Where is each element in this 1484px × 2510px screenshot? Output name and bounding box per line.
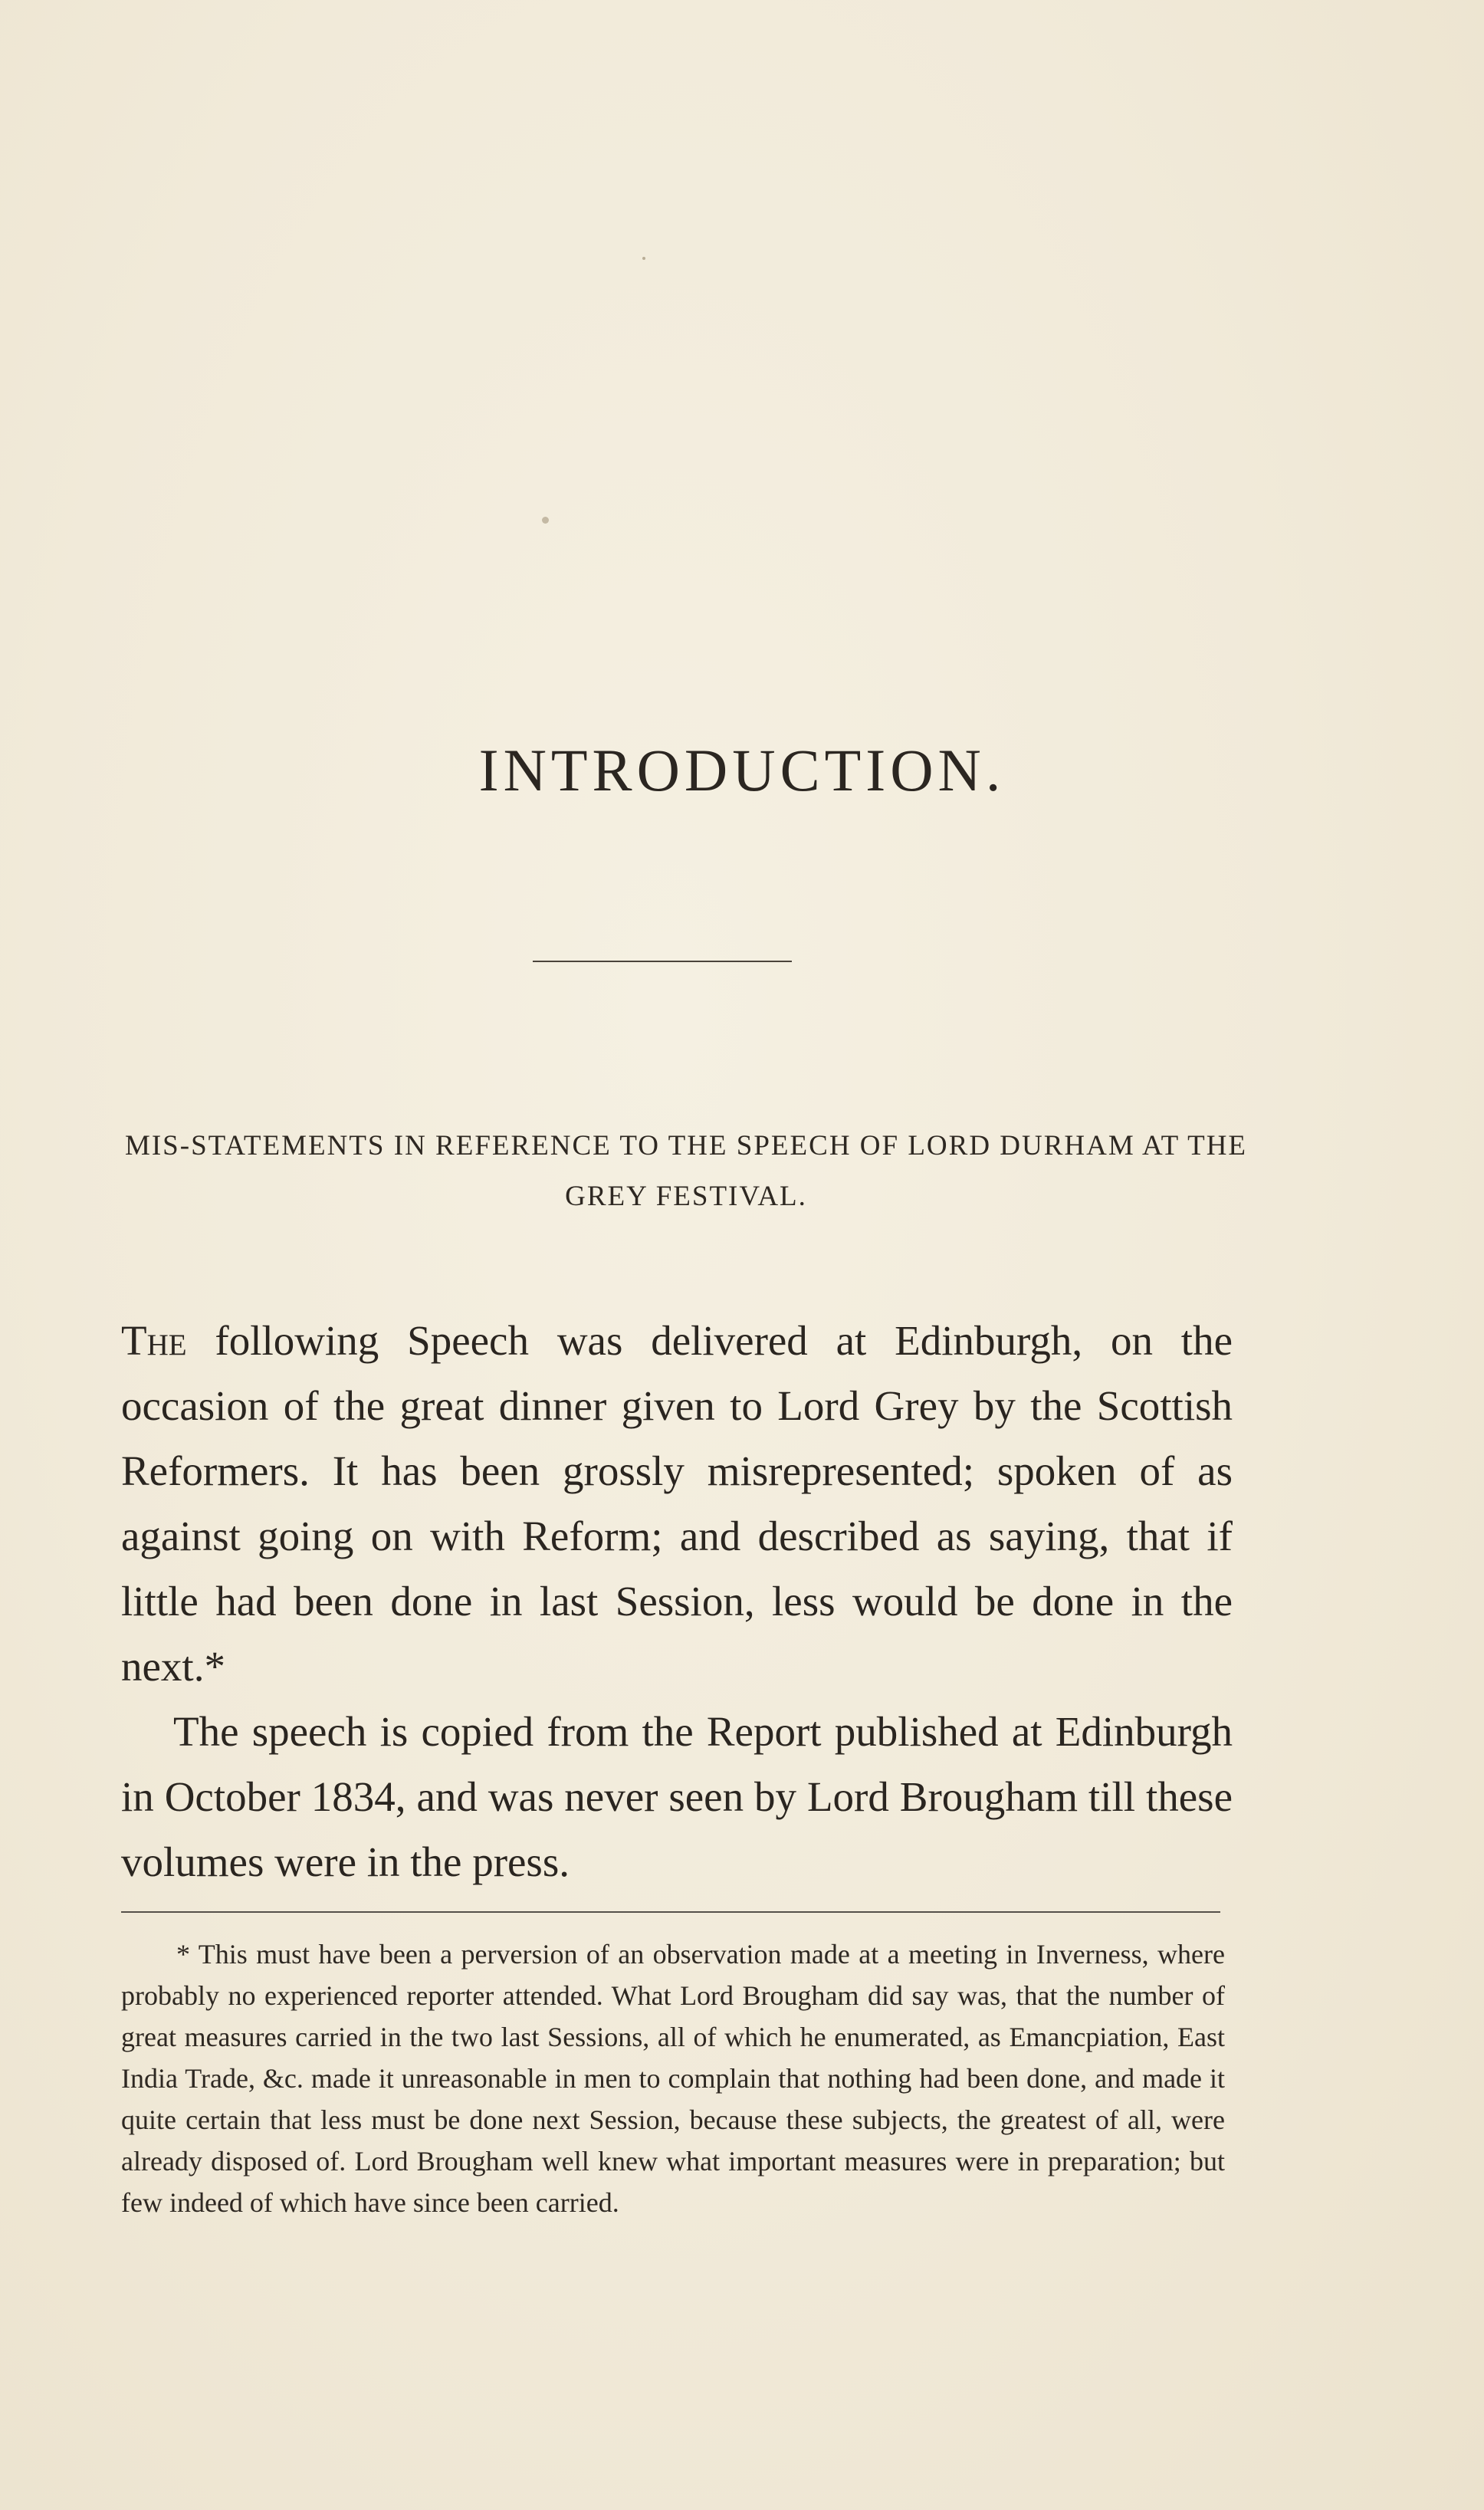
drop-word: The: [121, 1317, 187, 1364]
footnote-divider: [121, 1911, 1220, 1913]
chapter-title: INTRODUCTION.: [478, 737, 1006, 803]
footnote: [121, 1933, 1225, 2223]
paragraph-1-text: following Speech was delivered at Edinburgh, on the occasion of the great dinner given to Lord Grey by the Scottish Reformers. It has been grossly misrepresented; spoken of as against going on with Reform; and described as saying, that if little had been done in last Session, less would be done in the next.*: [121, 1317, 1233, 1690]
paragraph-2: The speech is copied from the Report published at Edinburgh in October 1834, and was never seen by Lord Brougham till these volumes were in the press.: [121, 1708, 1233, 1885]
section-subtitle: MIS-STATEMENTS IN REFERENCE TO THE SPEECH OF LORD DURHAM AT THE GREY FESTIVAL.: [124, 1130, 1248, 1212]
title-divider: [533, 961, 792, 962]
paper-speck: [642, 257, 645, 260]
body-text: [121, 1308, 1233, 1894]
paragraph-1: [121, 1308, 1233, 1699]
footnote-text: * This must have been a perversion of an observation made at a meeting in Inverness, where probably no experienced reporter attended. What Lord Brougham did say was, that the number of great measures carried in the two last Sessions, all of which he enumerated, as Emancpiation, East India Trade, &c. made it unreasonable in men to complain that nothing had been done, and made it quite certain that less must be done next Session, because these subjects, the greatest of all, were already disposed of. Lord Brougham well knew what important measures were in preparation; but few indeed of which have since been carried.: [121, 1939, 1225, 2218]
paper-speck: [542, 517, 549, 524]
